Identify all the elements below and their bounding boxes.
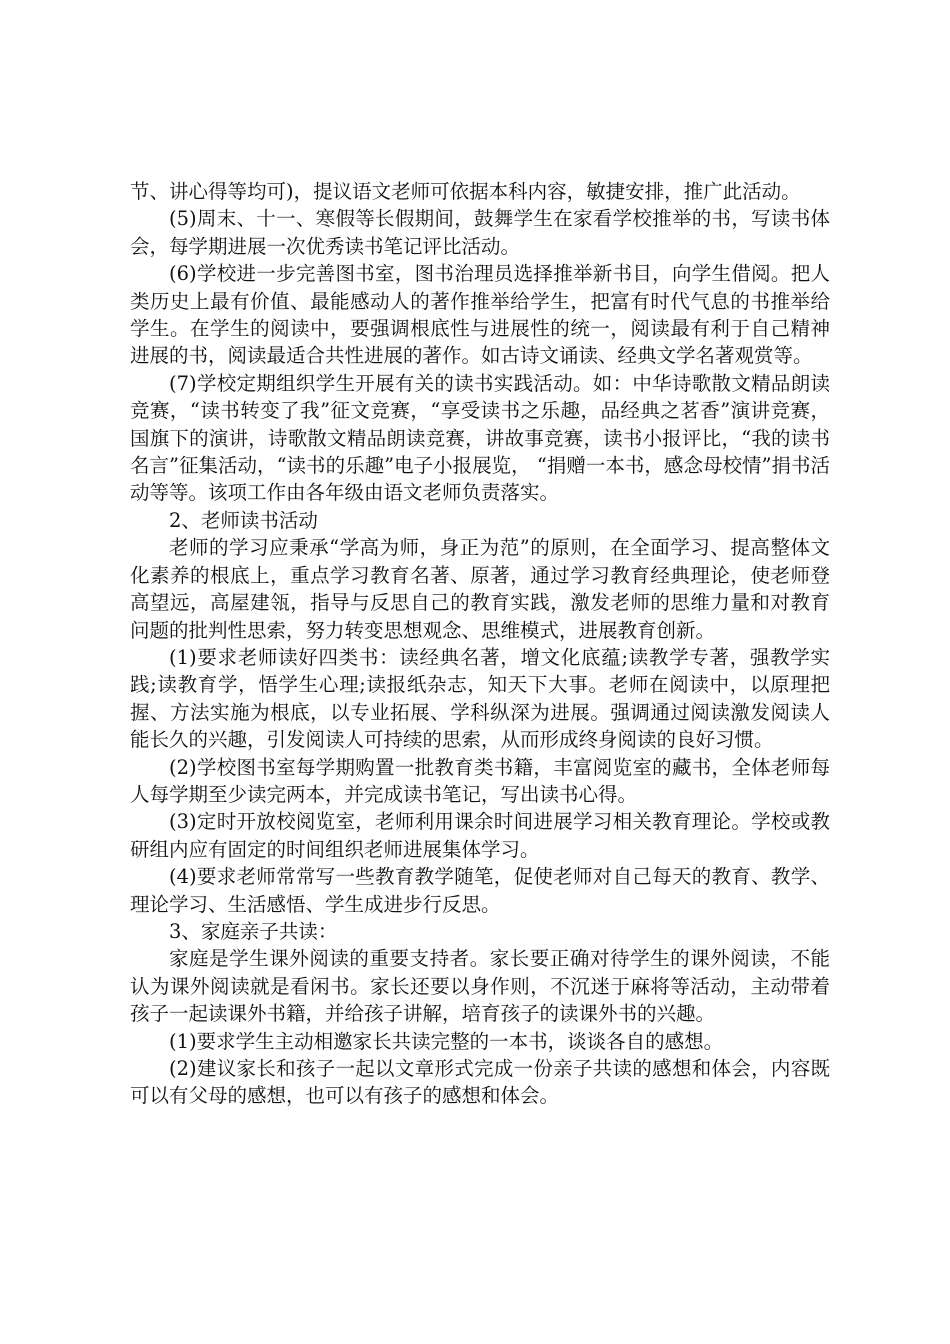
paragraph-item-5: (5)周末、十一、寒假等长假期间，鼓舞学生在家看学校推举的书，写读书体会，每学期进展一次优秀读书笔记评比活动。 (130, 207, 830, 258)
paragraph-family-item-2: (2)建议家长和孩子一起以文章形式完成一份亲子共读的感想和体会，内容既可以有父母的感想，也可以有孩子的感想和体会。 (130, 1057, 830, 1108)
paragraph-item-7: (7)学校定期组织学生开展有关的读书实践活动。如：中华诗歌散文精品朗读竞赛，“读书转变了我”征文竞赛，“享受读书之乐趣，品经典之茗香”演讲竞赛，国旗下的演讲，诗歌散文精品朗读竞赛，讲故事竞赛，读书小报评比，“我的读书名言”征集活动，“读书的乐趣”电子小报展览， “捐赠一本书，感念母校情”捐书活动等等。该项工作由各年级由语文老师负责落实。 (130, 371, 830, 505)
paragraph-teacher-item-1: (1)要求老师读好四类书：读经典名著，增文化底蕴;读教学专著，强教学实践;读教育学，悟学生心理;读报纸杂志，知天下大事。老师在阅读中，以原理把握、方法实施为根底，以专业拓展、学科纵深为进展。强调通过阅读激发阅读人能长久的兴趣，引发阅读人可持续的思索，从而形成终身阅读的良好习惯。 (130, 645, 830, 752)
section-heading-family-reading: 3、家庭亲子共读： (169, 919, 338, 943)
paragraph-item-6: (6)学校进一步完善图书室，图书治理员选择推举新书目，向学生借阅。把人类历史上最有价值、最能感动人的著作推举给学生，把富有时代气息的书推举给学生。在学生的阅读中，要强调根底性与进展性的统一，阅读最有利于自己精神进展的书，阅读最适合共性进展的著作。如古诗文诵读、经典文学名著观赏等。 (130, 262, 830, 368)
paragraph-family-intro: 家庭是学生课外阅读的重要支持者。家长要正确对待学生的课外阅读，不能认为课外阅读就是看闲书。家长还要以身作则，不沉迷于麻将等活动，主动带着孩子一起读课外书籍，并给孩子讲解，培育孩子的读课外书的兴趣。 (130, 947, 830, 1026)
paragraph-teacher-item-4: (4)要求老师常常写一些教育教学随笔，促使老师对自己每天的教育、教学、理论学习、生活感悟、学生成进步行反思。 (130, 865, 830, 916)
paragraph-teacher-item-3: (3)定时开放校阅览室，老师利用课余时间进展学习相关教育理论。学校或教研组内应有固定的时间组织老师进展集体学习。 (130, 810, 830, 861)
paragraph-teacher-intro: 老师的学习应秉承“学高为师，身正为范”的原则，在全面学习、提高整体文化素养的根底上，重点学习教育名著、原著，通过学习教育经典理论，使老师登高望远，高屋建瓴，指导与反思自己的教育实践，激发老师的思维力量和对教育问题的批判性思索，努力转变思想观念、思维模式，进展教育创新。 (130, 536, 830, 642)
paragraph-teacher-item-2: (2)学校图书室每学期购置一批教育类书籍，丰富阅览室的藏书，全体老师每人每学期至少读完两本，并完成读书笔记，写出读书心得。 (130, 755, 830, 806)
paragraph-continuation: 节、讲心得等均可)，提议语文老师可依据本科内容，敏捷安排，推广此活动。 (130, 180, 801, 203)
paragraph-family-item-1: (1)要求学生主动相邀家长共读完整的一本书，谈谈各自的感想。 (169, 1029, 724, 1053)
section-heading-teacher-reading: 2、老师读书活动 (169, 508, 318, 532)
document-page (130, 178, 830, 1110)
